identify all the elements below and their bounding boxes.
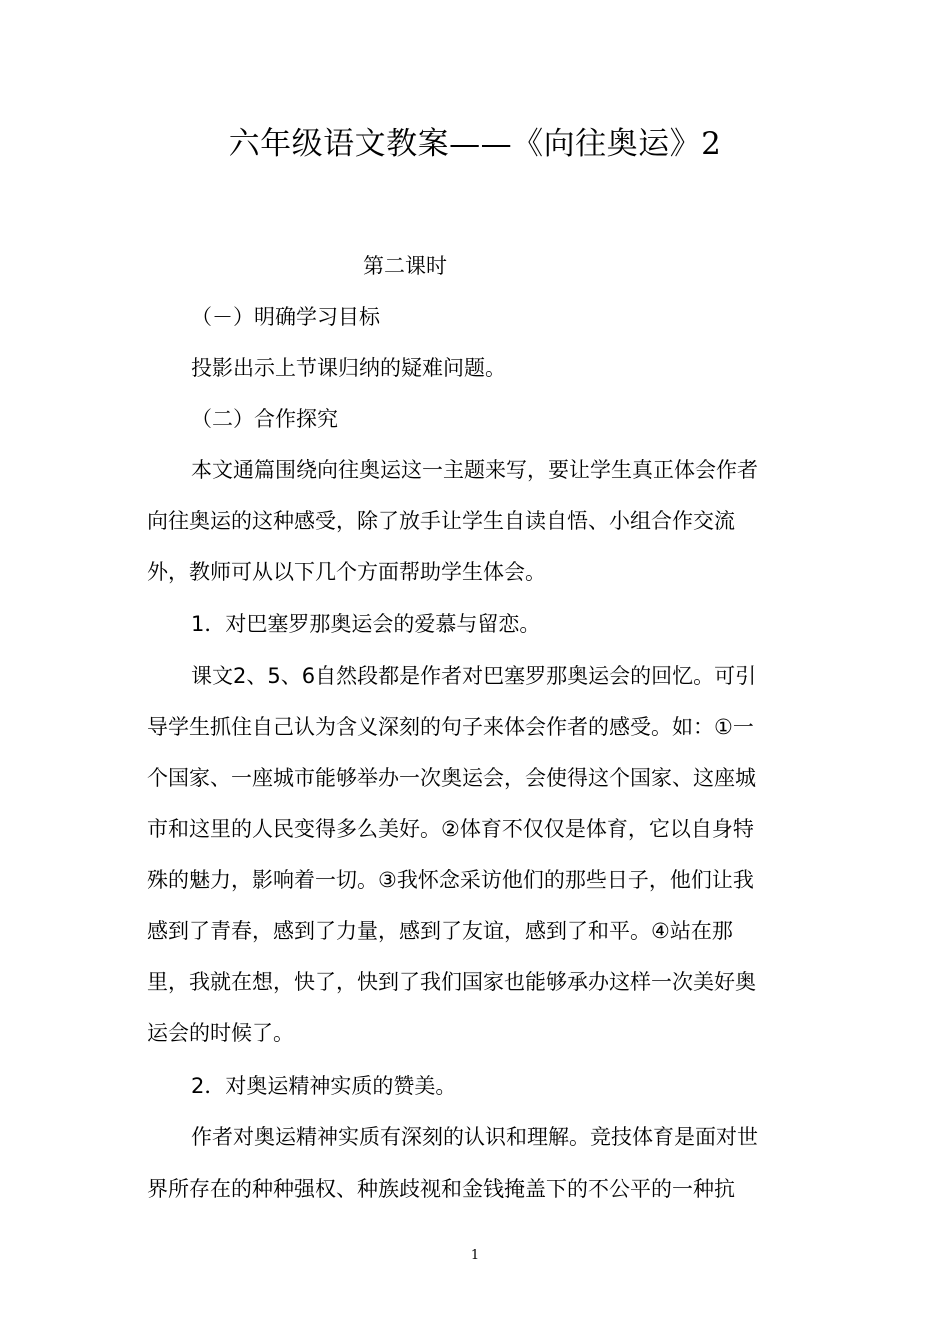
lesson-period-heading: 第二课时: [363, 254, 447, 278]
list-item-heading: 1．对巴塞罗那奥运会的爱慕与留恋。: [191, 612, 541, 636]
paragraph-line: 里，我就在想，快了，快到了我们国家也能够承办这样一次美好奥: [147, 970, 756, 994]
paragraph-line: 市和这里的人民变得多么美好。②体育不仅仅是体育，它以自身特: [147, 817, 754, 841]
paragraph-line: 课文2、5、6自然段都是作者对巴塞罗那奥运会的回忆。可引: [191, 664, 757, 688]
paragraph-line: 感到了青春，感到了力量，感到了友谊，感到了和平。④站在那: [147, 919, 733, 943]
section-heading-cooperative-inquiry: （二）合作探究: [191, 407, 338, 431]
list-item-heading: 2．对奥运精神实质的赞美。: [191, 1074, 457, 1098]
section-heading-objectives: （－）明确学习目标: [191, 305, 380, 329]
paragraph-line: 本文通篇围绕向往奥运这一主题来写，要让学生真正体会作者: [191, 458, 758, 482]
paragraph-line: 投影出示上节课归纳的疑难问题。: [191, 356, 506, 380]
paragraph-line: 导学生抓住自己认为含义深刻的句子来体会作者的感受。如：①一: [147, 715, 754, 739]
paragraph-line: 外，教师可从以下几个方面帮助学生体会。: [147, 560, 546, 584]
paragraph-line: 殊的魅力，影响着一切。③我怀念采访他们的那些日子，他们让我: [147, 868, 754, 892]
paragraph-line: 向往奥运的这种感受，除了放手让学生自读自悟、小组合作交流: [147, 509, 735, 533]
paragraph-line: 作者对奥运精神实质有深刻的认识和理解。竞技体育是面对世: [191, 1125, 758, 1149]
paragraph-line: 界所存在的种种强权、种族歧视和金钱掩盖下的不公平的一种抗: [147, 1177, 735, 1201]
paragraph-line: 个国家、一座城市能够举办一次奥运会，会使得这个国家、这座城: [147, 766, 756, 790]
page-number: 1: [470, 1248, 480, 1263]
document-title: 六年级语文教案——《向往奥运》2: [228, 126, 722, 162]
paragraph-line: 运会的时候了。: [147, 1021, 294, 1045]
